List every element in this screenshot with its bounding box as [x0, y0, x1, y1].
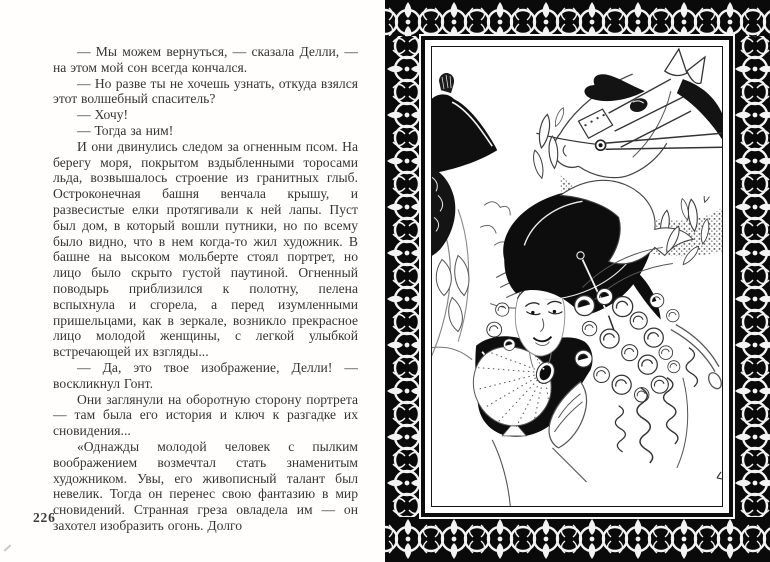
paragraph: И они двинулись следом за огненным псом. На берегу моря, покрытом вздыбленными торосами льда, возвышалось строение из гранитных глыб. Остроконечная башня венчала крышу, и развесистые елки протягивали к ней лапы. Пуст был дом, в который вошли путники, но по всему было видно, что в нем когда-то жил художник. В башне на высоком мольберте стоял портрет, но лицо было скрыто густой паутиной. Огненный поводырь приблизился к полотну, пелена вспыхнула и сгорела, а перед изумленными пришельцами, как в зеркале, возникло прекрасное лицо молодой женщины, с легкой улыбкой встречающей их взгляды... — [53, 138, 358, 360]
paragraph: — Но разве ты не хочешь узнать, откуда взялся этот волшебный спаситель? — [53, 75, 358, 107]
paragraph: — Тогда за ним! — [77, 122, 174, 138]
page-number: 226 — [33, 510, 56, 525]
illustration — [432, 47, 722, 506]
paragraph: Они заглянули на оборотную сторону портрета — там была его история и ключ к разгадке их сновидения... — [53, 391, 358, 439]
paragraph: — Да, это твое изображение, Делли! — воскликнул Гонт. — [53, 359, 358, 391]
hatpin-ball — [577, 252, 584, 259]
text-block — [53, 44, 358, 534]
paragraph: «Однажды молодой человек с пылким воображением возмечтал стать знаменитым художником. Увы, его живописный талант был невелик. Тогда он перенес свою фантазию в мир сновидений. Странная греза овладела им — он захотел изобразить огонь. Долго — [53, 438, 358, 533]
page-right-plate — [385, 0, 770, 562]
illustration-frame — [431, 46, 723, 507]
scan-speck — [3, 544, 11, 552]
paragraph: — Хочу! — [77, 107, 129, 123]
paragraph: — Мы можем вернуться, — сказала Делли, — на этом мой сон всегда кончался. — [53, 44, 358, 75]
illustration-panel — [421, 36, 733, 517]
